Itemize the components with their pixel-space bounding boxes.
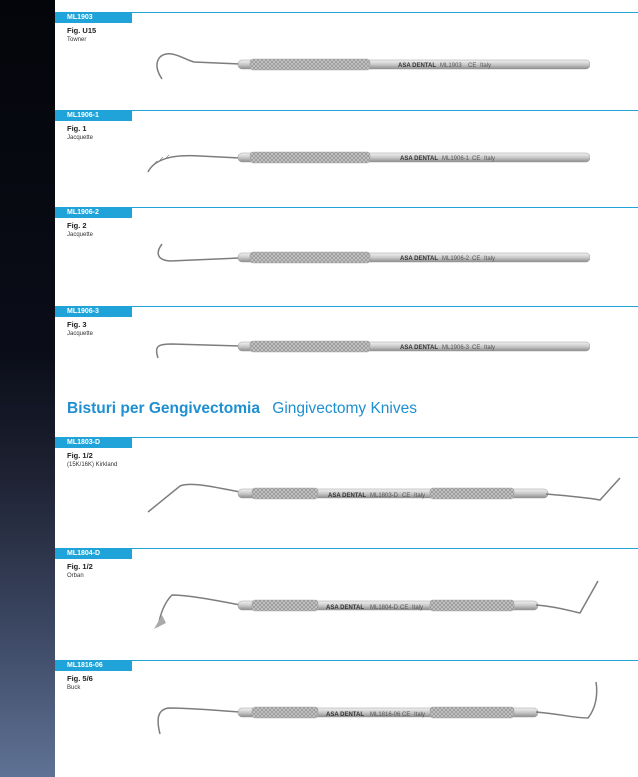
ce-mark: CE bbox=[472, 256, 481, 262]
brand-label: ASA DENTAL bbox=[400, 256, 438, 262]
figure-number: Fig. 1/2 bbox=[67, 562, 93, 571]
section-title-english: Gingivectomy Knives bbox=[272, 400, 417, 417]
product-code-tag: ML1803-D bbox=[55, 437, 132, 448]
country-label: Italy bbox=[484, 156, 496, 162]
figure-number: Fig. U15 bbox=[67, 26, 97, 35]
product-code-tag: ML1906-1 bbox=[55, 110, 132, 121]
instrument-image bbox=[150, 332, 590, 372]
instrument-name: (15K/16K) Kirkland bbox=[67, 462, 118, 468]
instrument-image bbox=[150, 575, 610, 635]
instrument-image bbox=[150, 678, 610, 748]
instrument-name: Towner bbox=[67, 37, 87, 43]
handle-code: ML1906-3 bbox=[442, 345, 470, 351]
ce-mark: CE bbox=[472, 156, 481, 162]
section-title bbox=[67, 400, 417, 418]
instrument-name: Jacquette bbox=[67, 232, 94, 238]
handle-code: ML1816-06 bbox=[370, 712, 401, 718]
instrument-image bbox=[140, 140, 590, 180]
instrument-name: Jacquette bbox=[67, 135, 94, 141]
brand-label: ASA DENTAL bbox=[326, 605, 364, 611]
product-code-tag: ML1906-2 bbox=[55, 207, 132, 218]
country-label: Italy bbox=[414, 493, 426, 499]
ce-mark: CE bbox=[402, 493, 411, 499]
handle-code: ML1906-1 bbox=[442, 156, 470, 162]
ce-mark: CE bbox=[402, 712, 411, 718]
figure-number: Fig. 2 bbox=[67, 221, 87, 230]
brand-label: ASA DENTAL bbox=[400, 345, 438, 351]
handle-code: ML1803-D bbox=[370, 493, 399, 499]
brand-label: ASA DENTAL bbox=[328, 493, 366, 499]
instrument-name: Orban bbox=[67, 573, 84, 579]
instrument-image bbox=[150, 44, 590, 94]
instrument-image bbox=[140, 468, 630, 528]
figure-number: Fig. 1/2 bbox=[67, 451, 93, 460]
separator-line bbox=[55, 207, 638, 208]
product-code-tag: ML1816-06 bbox=[55, 660, 132, 671]
separator-line bbox=[55, 306, 638, 307]
handle-code: ML1804-D bbox=[370, 605, 399, 611]
figure-number: Fig. 3 bbox=[67, 320, 87, 329]
country-label: Italy bbox=[484, 256, 496, 262]
section-title-italian: Bisturi per Gengivectomia bbox=[67, 400, 260, 417]
instrument-name: Jacquette bbox=[67, 331, 94, 337]
product-code-tag: ML1903 bbox=[55, 12, 132, 23]
instrument-image bbox=[150, 236, 590, 276]
ce-mark: CE bbox=[472, 345, 481, 351]
handle-code: ML1906-2 bbox=[442, 256, 470, 262]
country-label: Italy bbox=[480, 63, 492, 69]
instrument-name: Buck bbox=[67, 685, 81, 691]
country-label: Italy bbox=[414, 712, 426, 718]
brand-label: ASA DENTAL bbox=[398, 63, 436, 69]
country-label: Italy bbox=[484, 345, 496, 351]
figure-number: Fig. 1 bbox=[67, 124, 87, 133]
ce-mark: CE bbox=[468, 63, 477, 69]
brand-label: ASA DENTAL bbox=[326, 712, 364, 718]
product-code-tag: ML1804-D bbox=[55, 548, 132, 559]
separator-line bbox=[55, 660, 638, 661]
figure-number: Fig. 5/6 bbox=[67, 674, 93, 683]
separator-line bbox=[55, 110, 638, 111]
product-code-tag: ML1906-3 bbox=[55, 306, 132, 317]
separator-line bbox=[55, 437, 638, 438]
left-sidebar-band bbox=[0, 0, 55, 777]
separator-line bbox=[55, 548, 638, 549]
handle-code: ML1903 bbox=[440, 63, 462, 69]
ce-mark: CE bbox=[400, 605, 409, 611]
country-label: Italy bbox=[412, 605, 424, 611]
separator-line bbox=[55, 12, 638, 13]
brand-label: ASA DENTAL bbox=[400, 156, 438, 162]
